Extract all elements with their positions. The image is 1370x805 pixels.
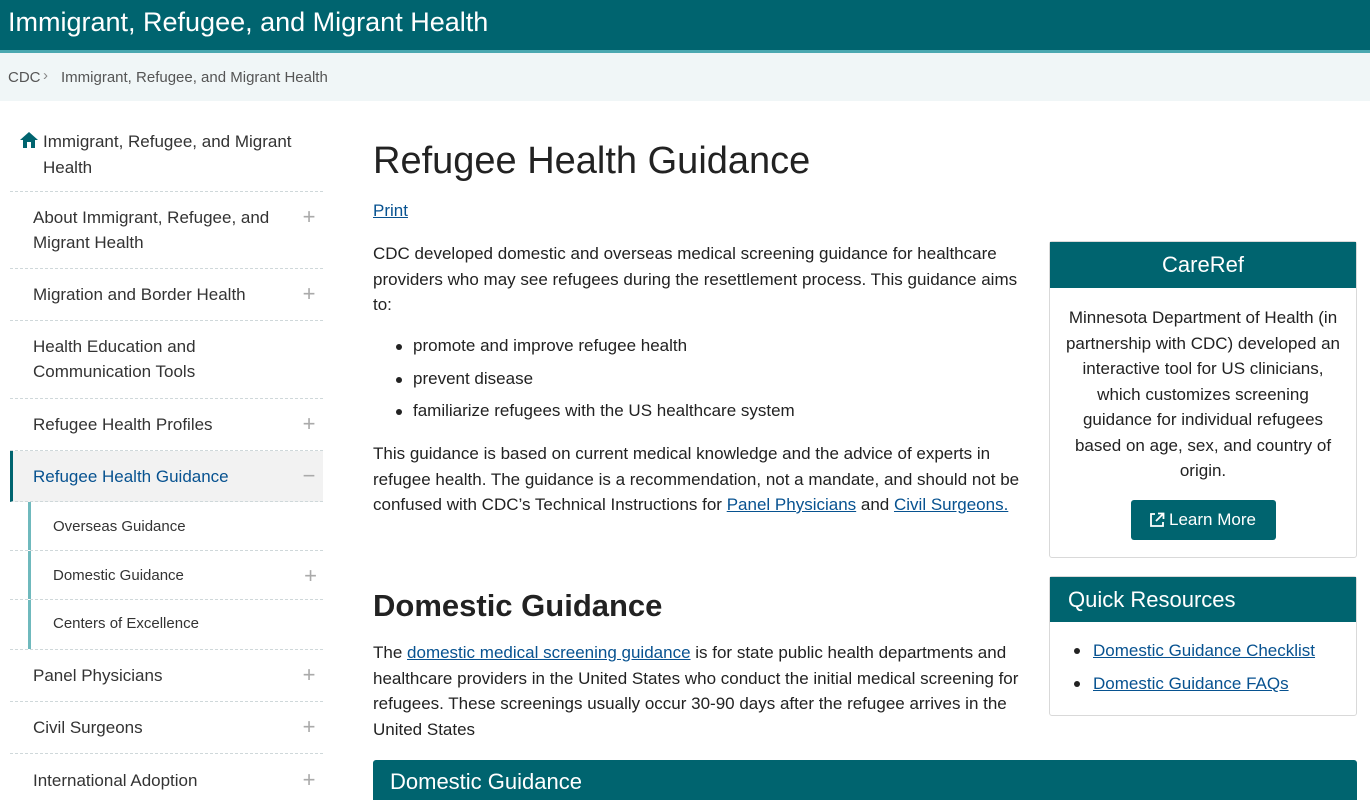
disclaimer-and: and [856, 495, 894, 514]
site-title[interactable]: Immigrant, Refugee, and Migrant Health [8, 7, 489, 37]
minus-icon[interactable]: − [302, 463, 316, 488]
bullet-icon [396, 409, 402, 415]
quick-resources-title: Quick Resources [1050, 577, 1356, 622]
learn-more-label: Learn More [1169, 510, 1256, 529]
careref-card [1049, 241, 1357, 558]
list-item-text: prevent disease [413, 368, 534, 388]
list-item [1050, 639, 1315, 672]
sidebar-item-panel-physicians[interactable] [10, 650, 323, 702]
domestic-guidance-heading: Domestic Guidance [373, 588, 663, 623]
plus-icon[interactable]: + [302, 767, 316, 792]
sidebar-item-label: Migration and Border Health [33, 285, 246, 304]
print-link[interactable]: Print [373, 201, 408, 220]
plus-icon[interactable]: + [302, 411, 316, 436]
breadcrumb [0, 53, 1370, 101]
sidebar-item-label: Refugee Health Guidance [33, 467, 229, 486]
aims-list [373, 333, 1013, 431]
domestic-guidance-faqs-link[interactable]: Domestic Guidance FAQs [1093, 674, 1289, 693]
bullet-icon [396, 344, 402, 350]
domestic-guidance-checklist-link[interactable]: Domestic Guidance Checklist [1093, 641, 1316, 660]
bullet-icon [396, 377, 402, 383]
learn-more-button[interactable] [1131, 500, 1276, 540]
sidebar-item-label: Health Education and Communication Tools [33, 337, 196, 381]
sidebar-item-label: Civil Surgeons [33, 718, 143, 737]
sidebar-subitem-label: Domestic Guidance [53, 567, 184, 584]
plus-icon[interactable]: + [302, 281, 316, 306]
quick-resources-card [1049, 576, 1357, 716]
sidebar-subitem-centers[interactable] [10, 600, 323, 650]
sidebar-item-international-adoption[interactable] [10, 754, 323, 805]
home-icon [19, 130, 39, 150]
subitem-indicator [28, 502, 31, 550]
plus-icon[interactable]: + [302, 714, 316, 739]
list-item [373, 366, 1013, 399]
page-title: Refugee Health Guidance [373, 140, 811, 182]
sidebar-subitem-label: Centers of Excellence [53, 615, 199, 632]
sidebar-item-label: Refugee Health Profiles [33, 415, 213, 434]
list-item [373, 333, 1013, 366]
panel-physicians-link[interactable]: Panel Physicians [726, 495, 857, 514]
sidebar-item-label: International Adoption [33, 771, 198, 790]
external-link-icon [1149, 512, 1165, 528]
bullet-icon [1074, 681, 1080, 687]
breadcrumb-root-link[interactable]: CDC [8, 69, 41, 86]
civil-surgeons-link[interactable]: Civil Surgeons. [893, 495, 1009, 514]
domestic-screening-guidance-link[interactable]: domestic medical screening guidance [407, 643, 691, 662]
sidebar-home-label: Immigrant, Refugee, and Migrant Health [43, 132, 292, 177]
quick-resources-list [1050, 639, 1315, 705]
sidebar-subitem-overseas[interactable] [10, 502, 323, 551]
plus-icon[interactable]: + [302, 204, 316, 229]
subitem-indicator [28, 600, 31, 649]
list-item [373, 398, 1013, 431]
para-text: The [373, 643, 408, 662]
domestic-guidance-accordion[interactable] [373, 760, 1357, 800]
list-item-text: promote and improve refugee health [413, 336, 688, 355]
guidance-disclaimer [373, 441, 1028, 518]
subitem-indicator [28, 551, 31, 599]
sidebar-item-refugee-guidance[interactable] [10, 451, 323, 502]
sidebar-home[interactable] [10, 120, 323, 192]
sidebar-item-migration[interactable] [10, 269, 323, 321]
intro-paragraph: CDC developed domestic and overseas medical screening guidance for healthcare providers who may see refugees during the resettlement process. This guidance aims to: [373, 244, 1018, 314]
para-text: is for state public health departments and healthcare providers in the United States who conduct the initial medical screening for refugees. These screenings usually occur 30-90 days after the refugee arrives in the United States [373, 643, 1019, 739]
sidebar-item-label: About Immigrant, Refugee, and Migrant Health [33, 208, 270, 252]
breadcrumb-current-link[interactable]: Immigrant, Refugee, and Migrant Health [61, 69, 328, 86]
sidebar-subitem-label: Overseas Guidance [53, 518, 186, 535]
sidebar-nav [10, 120, 323, 805]
accordion-title: Domestic Guidance [390, 769, 582, 794]
list-item [1050, 672, 1315, 705]
sidebar-item-refugee-profiles[interactable] [10, 399, 323, 451]
plus-icon[interactable]: + [304, 563, 317, 588]
sidebar-subitem-domestic[interactable] [10, 551, 323, 600]
careref-description: Minnesota Department of Health (in partnership with CDC) developed an interactive tool for US clinicians, which customizes screening guidance for individual refugees based on age, sex, and country of origin. [1065, 308, 1341, 480]
sidebar-item-about[interactable] [10, 192, 323, 269]
disclaimer-text: This guidance is based on current medical knowledge and the advice of experts in refugee health. The guidance is a recommendation, not a mandate, and should not be confused with CDC’s Technical Instructions for [373, 444, 1020, 514]
sidebar-item-civil-surgeons[interactable] [10, 702, 323, 754]
site-header [0, 0, 1370, 53]
careref-title: CareRef [1050, 242, 1356, 288]
sidebar-item-health-education[interactable] [10, 321, 323, 399]
domestic-guidance-paragraph [373, 640, 1023, 742]
list-item-text: familiarize refugees with the US healthcare system [413, 401, 795, 420]
chevron-right-icon: › [43, 67, 48, 84]
bullet-icon [1074, 648, 1080, 654]
sidebar-item-label: Panel Physicians [33, 666, 163, 685]
plus-icon[interactable]: + [302, 662, 316, 687]
